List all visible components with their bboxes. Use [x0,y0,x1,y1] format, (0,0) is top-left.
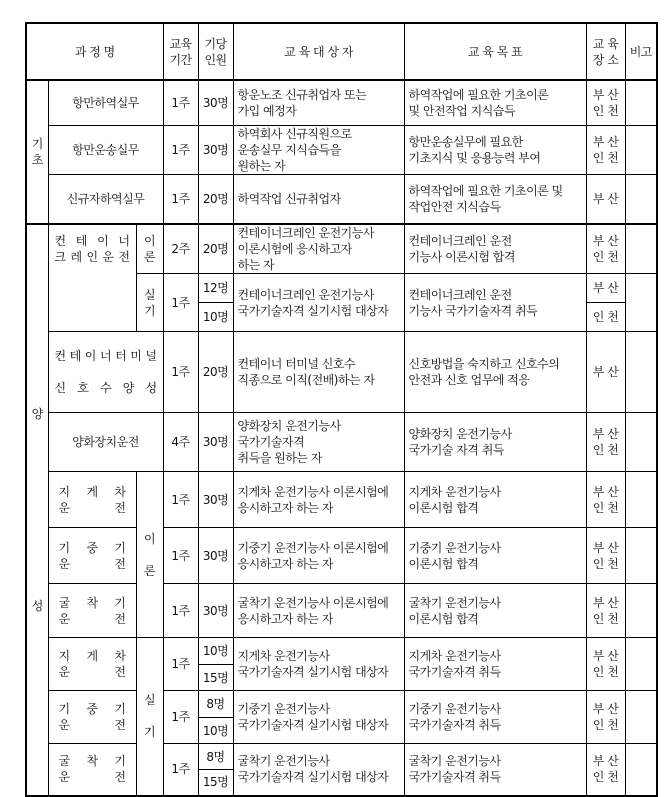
note [625,80,657,125]
count: 10명 [198,303,233,332]
count: 10명 [198,638,233,665]
target: 항운노조 신규취업자 또는 가입 예정자 [233,80,404,125]
duration: 1주 [163,691,198,744]
course-name-line: 운 전 [58,500,126,515]
goal: 컨테이너크레인 운전 기능사 이론시험 합격 [404,224,586,274]
target: 하역작업 신규취업자 [233,174,404,224]
count: 20명 [198,332,233,413]
category-training: 양 성 [26,224,48,796]
course-name [48,584,136,638]
table-row [26,472,657,528]
place: 부 산 인 천 [586,528,625,584]
goal: 기중기 운전기능사 국가기술자격 취득 [404,691,586,744]
duration: 1주 [163,174,198,224]
course-name-line: 기 중 기 [58,702,126,716]
course-name-line: 굴 착 기 [58,595,126,610]
place: 부 산 [586,332,625,413]
place: 부 산 인 천 [586,472,625,528]
course-name [48,691,136,744]
place: 부 산 [586,274,625,303]
target: 컨테이너크레인 운전기능사 국가기술자격 실기시험 대상자 [233,274,404,332]
place: 부 산 인 천 [586,638,625,691]
duration: 1주 [163,332,198,413]
category-basic: 기 초 [26,80,48,224]
place: 부 산 인 천 [586,584,625,638]
goal: 굴착기 운전기능사 국가기술자격 취득 [404,744,586,796]
goal: 컨테이너크레인 운전 기능사 국가기술자격 취득 [404,274,586,332]
target: 컨테이너크레인 운전기능사 이론시험에 응시하고자 하는 자 [233,224,404,274]
course-name [48,472,136,528]
course-name [48,528,136,584]
sub-type: 이 론 [136,472,163,638]
header-target: 교 육 대 상 자 [233,23,404,80]
course-name-line: 컨 테 이 너 터 미 널 [54,349,157,363]
table-row [26,332,657,413]
count: 30명 [198,80,233,125]
count: 20명 [198,224,233,274]
table-row [26,174,657,224]
table-row [26,224,657,274]
course-name-line: 굴 착 기 [58,754,126,769]
course-name: 항만하역실무 [48,80,163,125]
goal: 기중기 운전기능사 이론시험 합격 [404,528,586,584]
note [625,224,657,274]
goal: 굴착기 운전기능사 이론시험 합격 [404,584,586,638]
course-name [48,744,136,796]
header-course: 과 정 명 [26,23,163,80]
course-name: 컨 테 이 너 크 레 인 운 전 [48,224,136,332]
training-course-table [25,22,658,797]
place: 인 천 [586,303,625,332]
table-row [26,638,657,665]
table-header-row [26,23,657,80]
place: 부 산 [586,174,625,224]
goal: 신호방법을 숙지하고 신호수의 안전과 신호 업무에 적응 [404,332,586,413]
course-name-line: 지 게 차 [58,649,126,663]
header-goal: 교 육 목 표 [404,23,586,80]
course-name-line: 운 전 [58,770,126,785]
target: 기중기 운전기능사 국가기술자격 실기시험 대상자 [233,691,404,744]
place: 부 산 인 천 [586,744,625,796]
place: 부 산 인 천 [586,80,625,125]
goal: 지게차 운전기능사 이론시험 합격 [404,472,586,528]
note [625,332,657,413]
count: 30명 [198,472,233,528]
table-row [26,744,657,770]
duration: 1주 [163,744,198,796]
count: 15명 [198,770,233,796]
table-row [26,80,657,125]
count: 30명 [198,528,233,584]
duration: 4주 [163,413,198,472]
table-row [26,691,657,718]
note [625,472,657,528]
course-name-line: 신 호 수 양 성 [54,381,157,395]
count: 15명 [198,665,233,691]
duration: 1주 [163,80,198,125]
course-name-line: 운 전 [58,665,126,679]
target: 양화장치 운전기능사 국가기술자격 취득을 원하는 자 [233,413,404,472]
course-name: 신규자하역실무 [48,174,163,224]
duration: 1주 [163,274,198,332]
note [625,584,657,638]
goal: 하역작업에 필요한 기초이론 및 안전작업 지식습득 [404,80,586,125]
course-name-line: 운 전 [58,611,126,626]
course-name [48,332,163,413]
sub-type: 이 론 [136,224,163,274]
note [625,125,657,174]
count: 8명 [198,744,233,770]
count: 10명 [198,718,233,744]
duration: 2주 [163,224,198,274]
header-note: 비고 [625,23,657,80]
table-row [26,528,657,584]
note [625,638,657,691]
duration: 1주 [163,472,198,528]
note [625,174,657,224]
header-duration: 교육 기간 [163,23,198,80]
goal: 지게차 운전기능사 국가기술자격 취득 [404,638,586,691]
note [625,744,657,796]
course-name-line: 운 전 [58,556,126,571]
count: 30명 [198,125,233,174]
course-name: 항만운송실무 [48,125,163,174]
sub-type: 실 기 [136,638,163,796]
place: 부 산 인 천 [586,125,625,174]
duration: 1주 [163,638,198,691]
place: 부 산 인 천 [586,224,625,274]
duration: 1주 [163,528,198,584]
course-name-line: 지 게 차 [58,484,126,499]
course-name: 양화장치운전 [48,413,163,472]
count: 30명 [198,584,233,638]
target: 굴착기 운전기능사 이론시험에 응시하고자 하는 자 [233,584,404,638]
note [625,528,657,584]
count: 20명 [198,174,233,224]
goal: 항만운송실무에 필요한 기초지식 및 응용능력 부여 [404,125,586,174]
header-count: 기당 인원 [198,23,233,80]
place: 부 산 인 천 [586,691,625,744]
target: 컨테이너 터미널 신호수 직종으로 이직(전배)하는 자 [233,332,404,413]
sub-type: 실 기 [136,274,163,332]
target: 기중기 운전기능사 이론시험에 응시하고자 하는 자 [233,528,404,584]
target: 지게차 운전기능사 이론시험에 응시하고자 하는 자 [233,472,404,528]
table-row [26,413,657,472]
goal: 양화장치 운전기능사 국가기술 자격 취득 [404,413,586,472]
course-name-line: 운 전 [58,718,126,732]
target: 굴착기 운전기능사 국가기술자격 실기시험 대상자 [233,744,404,796]
table-row [26,584,657,638]
note [625,413,657,472]
goal: 하역작업에 필요한 기초이론 및 작업안전 지식습득 [404,174,586,224]
place: 부 산 인 천 [586,413,625,472]
count: 8명 [198,691,233,718]
header-place: 교 육 장 소 [586,23,625,80]
course-name [48,638,136,691]
duration: 1주 [163,584,198,638]
target: 하역회사 신규직원으로 운송실무 지식습득을 원하는 자 [233,125,404,174]
note [625,691,657,744]
count: 30명 [198,413,233,472]
count: 12명 [198,274,233,303]
target: 지게차 운전기능사 국가기술자격 실기시험 대상자 [233,638,404,691]
table-row [26,125,657,174]
note [625,274,657,332]
duration: 1주 [163,125,198,174]
course-name-line: 기 중 기 [58,540,126,555]
